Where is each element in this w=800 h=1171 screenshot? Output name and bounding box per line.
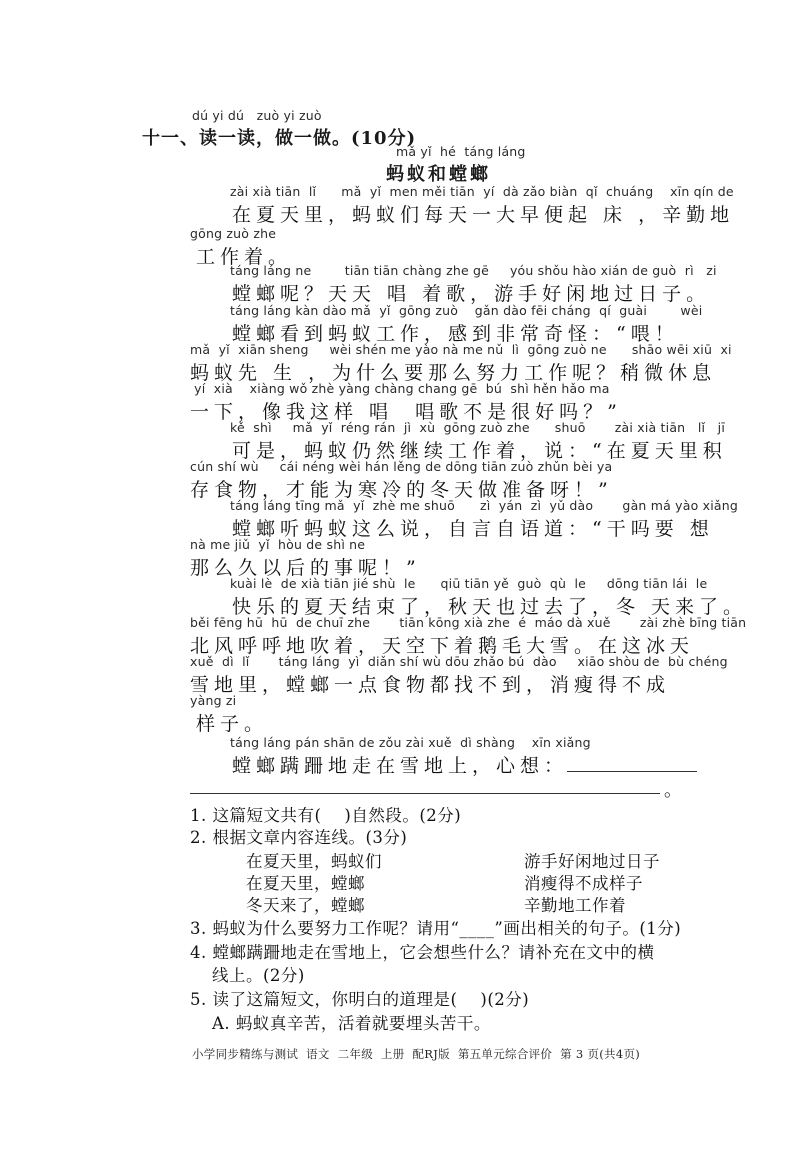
story-line: 快乐的夏天结束了，秋天也过去了，冬 天来了。 — [232, 596, 748, 618]
story-line-pinyin: táng láng pán shān de zǒu zài xuě dì shàng xīn xiǎng — [230, 735, 591, 750]
story-line-pinyin: nà me jiǔ yǐ hòu de shì ne — [190, 537, 366, 552]
story-line-pinyin: táng láng tīng mǎ yǐ zhè me shuō zì yán zì yǔ dào gàn má yào xiǎng — [230, 498, 738, 513]
story-line-pinyin: xuě dì lǐ táng láng yì diǎn shí wù dōu zhǎo bú dào xiāo shòu de bù chéng — [190, 654, 728, 669]
story-line: 雪地里，螳螂一点食物都找不到，消瘦得不成 — [190, 674, 671, 696]
match-left-item[interactable]: 在夏天里，蚂蚁们 — [246, 852, 382, 871]
story-line: 样子。 — [196, 713, 269, 735]
story-line: 蚂蚁先 生 ，为什么要那么努力工作呢？稍微休息 — [190, 362, 717, 384]
story-title-pinyin: mǎ yǐ hé táng láng — [396, 144, 526, 159]
answer-line[interactable] — [567, 771, 697, 772]
story-line: 在夏天里，蚂蚁们每天一大早便起 床 ，辛勤地 — [232, 204, 735, 226]
question-4: 4. 螳螂蹒跚地走在雪地上，它会想些什么？请补充在文中的横 — [190, 943, 655, 962]
story-line-pinyin: kě shì mǎ yǐ réng rán jì xù gōng zuò zhe shuō zài xià tiān lǐ jī — [230, 420, 726, 435]
question-3: 3. 蚂蚁为什么要努力工作呢？请用“____”画出相关的句子。(1分) — [190, 919, 682, 938]
match-right-item[interactable]: 游手好闲地过日子 — [524, 852, 660, 871]
story-line: 螳螂呢？天天 唱 着歌，游手好闲地过日子。 — [232, 283, 711, 305]
match-right-item[interactable]: 消瘦得不成样子 — [524, 874, 643, 893]
section-heading: 十一、读一读，做一做。(10分) — [142, 128, 417, 149]
story-line-pinyin: yí xià xiàng wǒ zhè yàng chàng chang gē bú shì hěn hǎo ma — [190, 381, 610, 396]
question-5-option-a[interactable]: A. 蚂蚁真辛苦，活着就要埋头苦干。 — [212, 1014, 491, 1033]
page-footer: 小学同步精练与测试 语文 二年级 上册 配RJ版 第五单元综合评价 第 3 页(共4页) — [192, 1047, 641, 1061]
story-line-pinyin: gōng zuò zhe — [190, 226, 277, 241]
question-5: 5. 读了这篇短文，你明白的道理是( )(2分) — [190, 990, 530, 1009]
story-line: 北风呼呼地吹着，天空下着鹅毛大雪。在这冰天 — [190, 635, 695, 657]
story-line-pinyin: yàng zi — [190, 693, 237, 708]
match-right-item[interactable]: 辛勤地工作着 — [524, 896, 626, 915]
match-left-item[interactable]: 在夏天里，螳螂 — [246, 874, 365, 893]
story-line: 可是，蚂蚁仍然继续工作着，说：“在夏天里积 — [232, 440, 727, 462]
story-line-pinyin: cún shí wù cái néng wèi hán lěng de dōng tiān zuò zhǔn bèi ya — [190, 459, 613, 474]
question-4-continued: 线上。(2分) — [212, 966, 305, 985]
story-line: 工作着。 — [196, 246, 293, 268]
story-line-pinyin: mǎ yǐ xiān sheng wèi shén me yào nà me nǔ lì gōng zuò ne shāo wēi xiū xi — [190, 342, 732, 357]
match-left-item[interactable]: 冬天来了，螳螂 — [246, 896, 365, 915]
story-line-pinyin: zài xià tiān lǐ mǎ yǐ men měi tiān yí dà zǎo biàn qǐ chuáng xīn qín de — [230, 184, 734, 199]
question-2: 2. 根据文章内容连线。(3分) — [190, 828, 408, 847]
story-title: 蚂蚁和螳螂 — [386, 164, 491, 185]
story-line: 螳螂看到蚂蚁工作，感到非常奇怪：“喂！ — [232, 323, 679, 345]
story-line-pinyin: kuài lè de xià tiān jié shù le qiū tiān yě guò qù le dōng tiān lái le — [230, 576, 708, 591]
story-line: 螳螂蹒跚地走在雪地上，心想： — [232, 755, 569, 777]
story-line: 存食物，才能为寒冷的冬天做准备呀！” — [190, 479, 613, 501]
section-heading-pinyin: dú yi dú zuò yi zuò — [192, 108, 322, 123]
story-line: 那么久以后的事呢！” — [190, 557, 421, 579]
story-line: 螳螂听蚂蚁这么说，自言自语道：“干吗要 想 — [232, 518, 714, 540]
story-line-pinyin: táng láng kàn dào mǎ yǐ gōng zuò gǎn dào fēi cháng qí guài wèi — [230, 303, 703, 318]
story-line: 一下，像我这样 唱 唱歌不是很好吗？” — [190, 401, 622, 423]
story-line-pinyin: běi fēng hū hū de chuī zhe tiān kōng xià zhe é máo dà xuě zài zhè bīng tiān — [190, 615, 747, 630]
question-1: 1. 这篇短文共有( )自然段。(2分) — [190, 806, 462, 825]
answer-line[interactable] — [190, 793, 660, 794]
story-line-pinyin: táng láng ne tiān tiān chàng zhe gē yóu shǒu hào xián de guò rì zi — [230, 263, 717, 278]
answer-period: 。 — [664, 780, 682, 801]
